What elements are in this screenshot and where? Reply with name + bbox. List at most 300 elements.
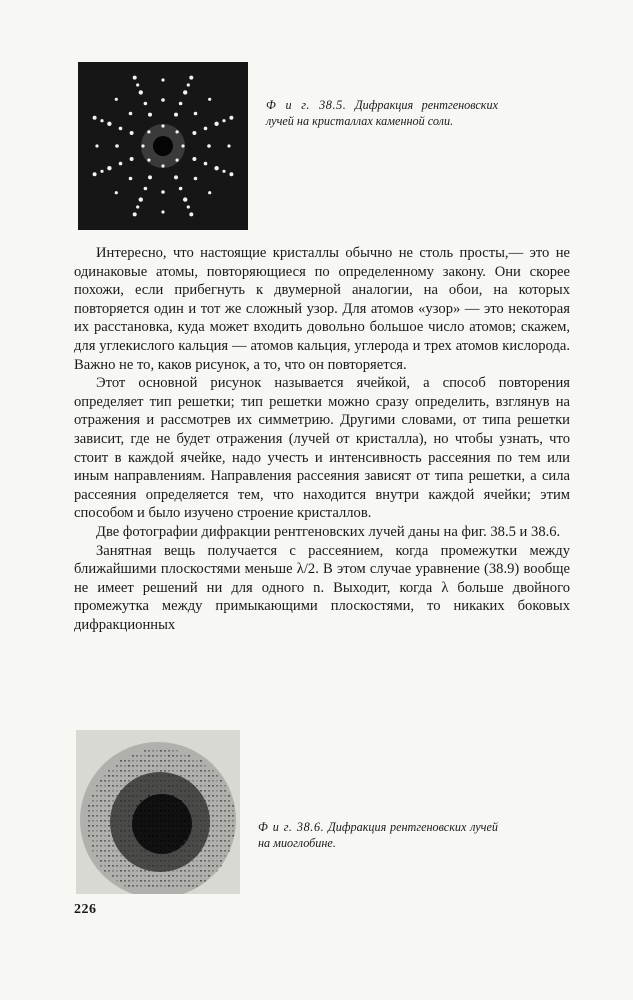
diffraction-spot [132,880,134,882]
diffraction-spot [133,76,137,80]
diffraction-spot [168,825,170,827]
diffraction-spot [100,865,102,867]
diffraction-spot [116,850,118,852]
diffraction-spot [192,875,194,877]
diffraction-spot [188,855,190,857]
diffraction-spot [208,775,210,777]
diffraction-spot [112,875,114,877]
diffraction-spot [132,760,134,762]
diffraction-spot [156,885,158,887]
diffraction-spot [168,880,170,882]
diffraction-spot [148,755,150,757]
diffraction-spot [148,835,150,837]
diffraction-spot [100,845,102,847]
diffraction-spot [164,830,166,832]
diffraction-spot [160,840,162,842]
diffraction-spot [212,795,214,797]
diffraction-spot [96,855,98,857]
diffraction-spot [120,775,122,777]
diffraction-spot [140,845,142,847]
diffraction-spot [192,845,194,847]
diffraction-spot [196,865,198,867]
diffraction-spot [140,755,142,757]
diffraction-spot [128,780,130,782]
diffraction-spot [95,144,98,147]
diffraction-spot [200,855,202,857]
diffraction-spot [96,845,98,847]
diffraction-spot [160,855,162,857]
diffraction-spot [208,840,210,842]
diffraction-spot [196,775,198,777]
diffraction-spot [132,805,134,807]
diffraction-spot [92,825,94,827]
diffraction-spot [104,850,106,852]
diffraction-spot [112,805,114,807]
diffraction-spot [100,860,102,862]
diffraction-spot [156,780,158,782]
diffraction-spot [148,815,150,817]
diffraction-spot [128,760,130,762]
diffraction-spot [164,750,166,752]
diffraction-spot [132,785,134,787]
diffraction-spot [96,790,98,792]
diffraction-spot [180,850,182,852]
diffraction-spot [112,785,114,787]
diffraction-spot [184,810,186,812]
diffraction-spot [88,820,90,822]
diffraction-spot [188,800,190,802]
diffraction-spot [136,855,138,857]
diffraction-spot [144,885,146,887]
diffraction-spot [120,805,122,807]
diffraction-spot [208,845,210,847]
diffraction-spot [168,755,170,757]
diffraction-spot [132,775,134,777]
diffraction-spot [224,790,226,792]
diffraction-spot [172,805,174,807]
diffraction-spot [116,820,118,822]
diffraction-spot [156,860,158,862]
diffraction-spot [172,815,174,817]
diffraction-spot [108,860,110,862]
paragraph-3: Две фотографии дифракции рентгеновских лучей даны на фиг. 38.5 и 38.6. [96,523,561,540]
diffraction-spot [104,795,106,797]
diffraction-spot [224,835,226,837]
diffraction-spot [188,830,190,832]
diffraction-spot [204,840,206,842]
diffraction-spot [96,800,98,802]
diffraction-spot [140,840,142,842]
diffraction-spot [188,835,190,837]
diffraction-spot [216,815,218,817]
diffraction-spot [200,770,202,772]
diffraction-spot [176,770,178,772]
diffraction-spot [188,755,190,757]
diffraction-spot [224,820,226,822]
diffraction-spot [136,765,138,767]
diffraction-spot [204,790,206,792]
diffraction-spot [188,850,190,852]
diffraction-spot [184,765,186,767]
diffraction-spot [108,810,110,812]
diffraction-spot [164,865,166,867]
diffraction-spot [132,820,134,822]
diffraction-spot [224,850,226,852]
figure-38-6-caption-text: Дифракция рентгеновских лучей на миоглобине. [258,820,498,850]
diffraction-spot [112,860,114,862]
diffraction-spot [168,765,170,767]
diffraction-spot [148,795,150,797]
diffraction-spot [124,830,126,832]
diffraction-spot [124,780,126,782]
diffraction-spot [116,805,118,807]
diffraction-spot [216,850,218,852]
diffraction-spot [196,765,198,767]
diffraction-spot [172,825,174,827]
diffraction-spot [124,760,126,762]
diffraction-spot [196,825,198,827]
diffraction-spot [156,795,158,797]
diffraction-spot [148,175,152,179]
diffraction-spot [188,860,190,862]
diffraction-spot [216,830,218,832]
diffraction-spot [161,124,164,127]
diffraction-spot [212,840,214,842]
diffraction-spot [147,159,150,162]
diffraction-spot [192,835,194,837]
diffraction-spot [140,810,142,812]
diffraction-spot [144,770,146,772]
diffraction-spot [216,855,218,857]
diffraction-spot [128,805,130,807]
diffraction-spot [129,177,133,181]
diffraction-spot [104,775,106,777]
diffraction-spot [172,795,174,797]
diffraction-spot [144,187,148,191]
diffraction-spot [140,770,142,772]
diffraction-pattern-myoglobin [76,730,240,894]
diffraction-spot [116,785,118,787]
diffraction-spot [124,775,126,777]
diffraction-spot [168,845,170,847]
diffraction-spot [183,197,187,201]
diffraction-spot [104,800,106,802]
diffraction-spot [196,870,198,872]
diffraction-spot [216,785,218,787]
diffraction-spot [140,790,142,792]
diffraction-spot [88,810,90,812]
diffraction-spot [214,122,218,126]
diffraction-spot [208,850,210,852]
diffraction-spot [100,850,102,852]
diffraction-spot [112,770,114,772]
diffraction-spot [120,790,122,792]
diffraction-spot [96,835,98,837]
diffraction-spot [116,770,118,772]
diffraction-spot [104,825,106,827]
diffraction-spot [192,805,194,807]
diffraction-spot [144,875,146,877]
diffraction-spot [120,850,122,852]
diffraction-spot [136,785,138,787]
diffraction-spot [100,825,102,827]
diffraction-spot [172,880,174,882]
diffraction-spot [136,795,138,797]
diffraction-spot [128,870,130,872]
diffraction-spot [148,800,150,802]
diffraction-spot [192,880,194,882]
diffraction-spot [220,815,222,817]
diffraction-spot [88,835,90,837]
diffraction-spot [156,850,158,852]
diffraction-spot [228,800,230,802]
diffraction-spot [132,850,134,852]
diffraction-spot [140,830,142,832]
diffraction-spot [160,845,162,847]
diffraction-spot [220,805,222,807]
diffraction-spot [180,865,182,867]
diffraction-spot [168,770,170,772]
diffraction-spot [196,810,198,812]
diffraction-spot [180,860,182,862]
diffraction-spot [156,870,158,872]
diffraction-spot [188,795,190,797]
diffraction-spot [188,885,190,887]
diffraction-spot [184,850,186,852]
diffraction-spot [108,815,110,817]
diffraction-spot [160,750,162,752]
diffraction-spot [116,845,118,847]
diffraction-spot [168,785,170,787]
diffraction-spot [96,815,98,817]
diffraction-spot [128,800,130,802]
diffraction-spot [176,159,179,162]
diffraction-spot [124,835,126,837]
diffraction-spot [100,855,102,857]
diffraction-spot [196,780,198,782]
diffraction-spot [228,805,230,807]
diffraction-spot [136,880,138,882]
diffraction-spot [136,825,138,827]
diffraction-spot [184,880,186,882]
diffraction-spot [204,830,206,832]
diffraction-spot [100,835,102,837]
diffraction-spot [196,845,198,847]
diffraction-spot [168,875,170,877]
diffraction-spot [220,830,222,832]
diffraction-spot [164,845,166,847]
diffraction-spot [204,850,206,852]
diffraction-spot [152,845,154,847]
diffraction-spot [108,820,110,822]
diffraction-spot [92,830,94,832]
diffraction-spot [120,785,122,787]
diffraction-spot [96,795,98,797]
diffraction-spot [132,875,134,877]
diffraction-spot [184,835,186,837]
diffraction-spot [100,815,102,817]
diffraction-spot [212,870,214,872]
diffraction-spot [120,815,122,817]
diffraction-spot [180,795,182,797]
diffraction-spot [124,880,126,882]
diffraction-spot [196,850,198,852]
diffraction-spot [176,790,178,792]
diffraction-spot [204,875,206,877]
diffraction-spot [224,810,226,812]
diffraction-spot [176,820,178,822]
paragraph-4: Занятная вещь получается с рассеянием, когда промежутки между ближайшими плоскостями меньше λ/2. В этом случае уравнение (38.9) вообще не имеет решений ни для одного n. Выходит, когда λ больше двойного промежутка между примыкающими плоскостями, то никаких боковых дифракционных [74,542,570,633]
diffraction-spot [124,875,126,877]
diffraction-spot [228,845,230,847]
diffraction-spot [196,840,198,842]
diffraction-spot [156,790,158,792]
diffraction-spot [176,800,178,802]
diffraction-spot [212,830,214,832]
diffraction-spot [136,83,139,86]
diffraction-spot [92,840,94,842]
diffraction-spot [116,865,118,867]
diffraction-spot [124,790,126,792]
diffraction-spot [176,880,178,882]
diffraction-spot [112,870,114,872]
diffraction-spot [128,770,130,772]
diffraction-spot [100,795,102,797]
diffraction-spot [132,865,134,867]
diffraction-spot [160,760,162,762]
diffraction-spot [216,820,218,822]
diffraction-spot [172,785,174,787]
diffraction-spot [108,835,110,837]
diffraction-spot [156,775,158,777]
diffraction-spot [136,810,138,812]
diffraction-spot [204,880,206,882]
diffraction-spot [120,840,122,842]
diffraction-spot [152,855,154,857]
diffraction-spot [164,840,166,842]
diffraction-spot [214,166,218,170]
diffraction-spot [100,800,102,802]
diffraction-spot [176,825,178,827]
diffraction-spot [174,113,178,117]
figure-38-6-label: Ф и г. 38.6. [258,820,325,834]
diffraction-spot [208,795,210,797]
diffraction-spot [148,885,150,887]
diffraction-spot [208,810,210,812]
diffraction-spot [176,870,178,872]
diffraction-spot [168,775,170,777]
diffraction-spot [172,840,174,842]
diffraction-spot [144,810,146,812]
diffraction-spot [128,865,130,867]
diffraction-spot [208,815,210,817]
diffraction-spot [112,855,114,857]
diffraction-spot [152,830,154,832]
diffraction-spot [174,175,178,179]
diffraction-spot [184,805,186,807]
diffraction-spot [216,845,218,847]
figure-38-6-image [76,730,240,894]
diffraction-spot [176,860,178,862]
diffraction-spot [112,815,114,817]
diffraction-spot [156,810,158,812]
diffraction-spot [128,810,130,812]
diffraction-spot [120,770,122,772]
diffraction-spot [116,800,118,802]
diffraction-spot [164,820,166,822]
diffraction-spot [196,875,198,877]
diffraction-spot [128,855,130,857]
diffraction-spot [148,870,150,872]
diffraction-spot [104,860,106,862]
diffraction-spot [148,785,150,787]
diffraction-spot [180,820,182,822]
diffraction-spot [172,775,174,777]
diffraction-spot [192,840,194,842]
diffraction-spot [176,875,178,877]
diffraction-spot [108,790,110,792]
diffraction-spot [104,870,106,872]
diffraction-spot [176,885,178,887]
diffraction-spot [200,820,202,822]
diffraction-spot [156,755,158,757]
diffraction-spot [196,860,198,862]
diffraction-spot [184,885,186,887]
diffraction-spot [200,840,202,842]
diffraction-spot [96,805,98,807]
diffraction-spot [228,820,230,822]
diffraction-spot [156,765,158,767]
diffraction-spot [148,760,150,762]
diffraction-spot [228,810,230,812]
diffraction-spot [148,750,150,752]
diffraction-spot [116,855,118,857]
diffraction-spot [192,157,196,161]
main-text [74,244,570,634]
diffraction-spot [160,825,162,827]
diffraction-spot [148,860,150,862]
diffraction-spot [128,820,130,822]
diffraction-spot [188,825,190,827]
diffraction-spot [220,845,222,847]
diffraction-spot [108,770,110,772]
diffraction-spot [156,825,158,827]
figure-38-5-label: Ф и г. 38.5. [266,98,347,112]
diffraction-spot [207,144,211,148]
diffraction-spot [168,750,170,752]
diffraction-spot [136,775,138,777]
diffraction-spot [208,825,210,827]
diffraction-spot [228,830,230,832]
diffraction-spot [168,865,170,867]
diffraction-spot [156,875,158,877]
diffraction-spot [164,870,166,872]
diffraction-spot [92,850,94,852]
diffraction-spot [156,800,158,802]
diffraction-spot [100,170,103,173]
diffraction-spot [156,855,158,857]
diffraction-spot [108,785,110,787]
diffraction-spot [108,830,110,832]
diffraction-spot [224,845,226,847]
diffraction-spot [136,760,138,762]
diffraction-spot [196,800,198,802]
diffraction-spot [124,840,126,842]
diffraction-spot [232,825,234,827]
diffraction-spot [140,785,142,787]
diffraction-spot [116,875,118,877]
diffraction-spot [184,795,186,797]
